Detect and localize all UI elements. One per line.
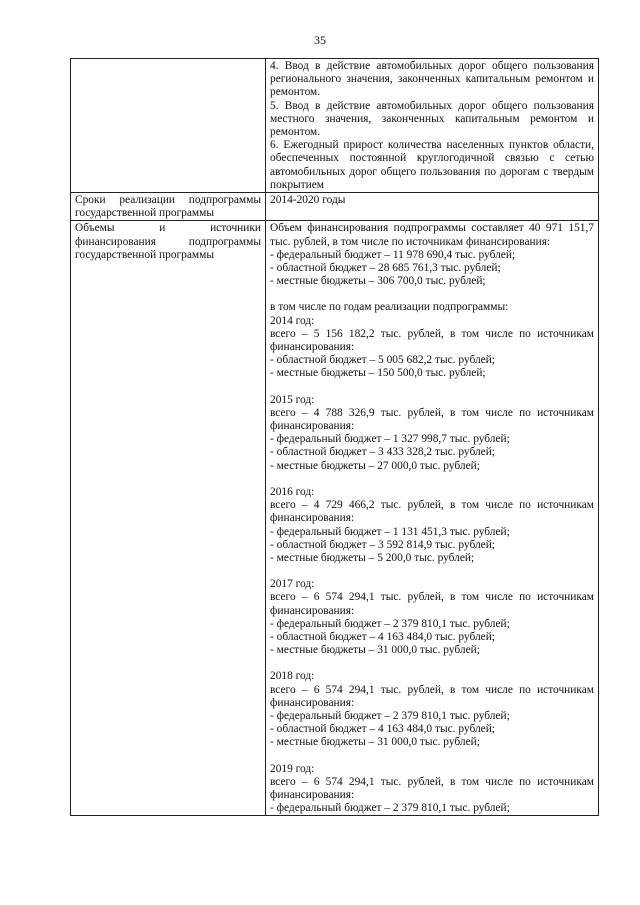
year-block-2018 [270,670,594,749]
funding-summary: Объем финансирования подпрограммы составляет 40 971 151,7 тыс. рублей, в том числе по источникам финансирования: [270,222,594,248]
year-source: - федеральный бюджет – 2 379 810,1 тыс. рублей; [270,709,510,722]
target-item: 6. Ежегодный прирост количества населенных пунктов области, обеспеченных постоянной круглогодичной связью с сетью автомобильных дорог общего пользования по дорогам с твердым покрытием [270,139,594,191]
year-source: - местные бюджеты – 27 000,0 тыс. рублей; [270,459,480,472]
year-block-2015 [270,394,594,473]
period-row [71,193,599,221]
year-source: - федеральный бюджет – 1 131 451,3 тыс. рублей; [270,525,510,538]
program-passport-table [70,58,599,816]
year-source: - областной бюджет – 3 592 814,9 тыс. рублей; [270,538,495,551]
year-source: - местные бюджеты – 5 200,0 тыс. рублей; [270,551,475,564]
year-total: всего – 6 574 294,1 тыс. рублей, в том числе по источникам финансирования: [270,775,594,801]
period-value: 2014-2020 годы [266,193,599,221]
year-source: - местные бюджеты – 150 500,0 тыс. рублей; [270,367,486,380]
targets-cell [266,59,599,193]
year-heading: 2017 год: [270,578,315,591]
year-source: - федеральный бюджет – 2 379 810,1 тыс. рублей; [270,617,510,630]
year-total: всего – 5 156 182,2 тыс. рублей, в том числе по источникам финансирования: [270,327,594,354]
year-total: всего – 4 729 466,2 тыс. рублей, в том числе по источникам финансирования: [270,499,594,525]
period-label: Сроки реализации подпрограммы государственной программы [71,193,266,221]
funding-cell [266,221,599,816]
year-total: всего – 4 788 326,9 тыс. рублей, в том числе по источникам финансирования: [270,406,594,433]
year-heading: 2016 год: [270,485,315,498]
page-number: 35 [314,33,326,47]
year-heading: 2019 год: [270,762,315,775]
year-heading: 2014 год: [270,314,315,327]
year-block-2019 [270,763,594,816]
year-block-2017 [270,578,594,657]
funding-label: Объемы и источники финансирования подпрограммы государственной программы [71,221,266,816]
year-heading: 2018 год: [270,670,315,683]
year-block-2016 [270,486,594,565]
year-total: всего – 6 574 294,1 тыс. рублей, в том числе по источникам финансирования: [270,591,594,617]
target-item: 4. Ввод в действие автомобильных дорог общего пользования регионального значения, законченных капитальным ремонтом и ремонтом. [270,60,594,99]
year-source: - областной бюджет – 3 433 328,2 тыс. рублей; [270,446,495,459]
funding-source: - местные бюджеты – 306 700,0 тыс. рублей; [270,275,486,288]
funding-source: - областной бюджет – 28 685 761,3 тыс. рублей; [270,262,501,275]
funding-row [71,221,599,816]
year-source: - областной бюджет – 4 163 484,0 тыс. рублей; [270,630,495,643]
targets-row [71,59,599,193]
year-total: всего – 6 574 294,1 тыс. рублей, в том числе по источникам финансирования: [270,683,594,709]
funding-source: - федеральный бюджет – 11 978 690,4 тыс. рублей; [270,248,516,261]
years-intro: в том числе по годам реализации подпрограммы: [270,301,509,314]
year-source: - федеральный бюджет – 1 327 998,7 тыс. рублей; [270,433,510,446]
year-block-2014 [270,315,594,381]
year-heading: 2015 год: [270,393,315,406]
year-source: - местные бюджеты – 31 000,0 тыс. рублей; [270,644,480,657]
year-source: - областной бюджет – 4 163 484,0 тыс. рублей; [270,723,495,736]
target-item: 5. Ввод в действие автомобильных дорог общего пользования местного значения, законченных капитальным ремонтом и ремонтом. [270,99,594,139]
targets-label-cell [71,59,266,193]
year-source: - областной бюджет – 5 005 682,2 тыс. рублей; [270,354,495,367]
year-source: - местные бюджеты – 31 000,0 тыс. рублей; [270,736,480,749]
year-source: - федеральный бюджет – 2 379 810,1 тыс. рублей; [270,802,510,815]
